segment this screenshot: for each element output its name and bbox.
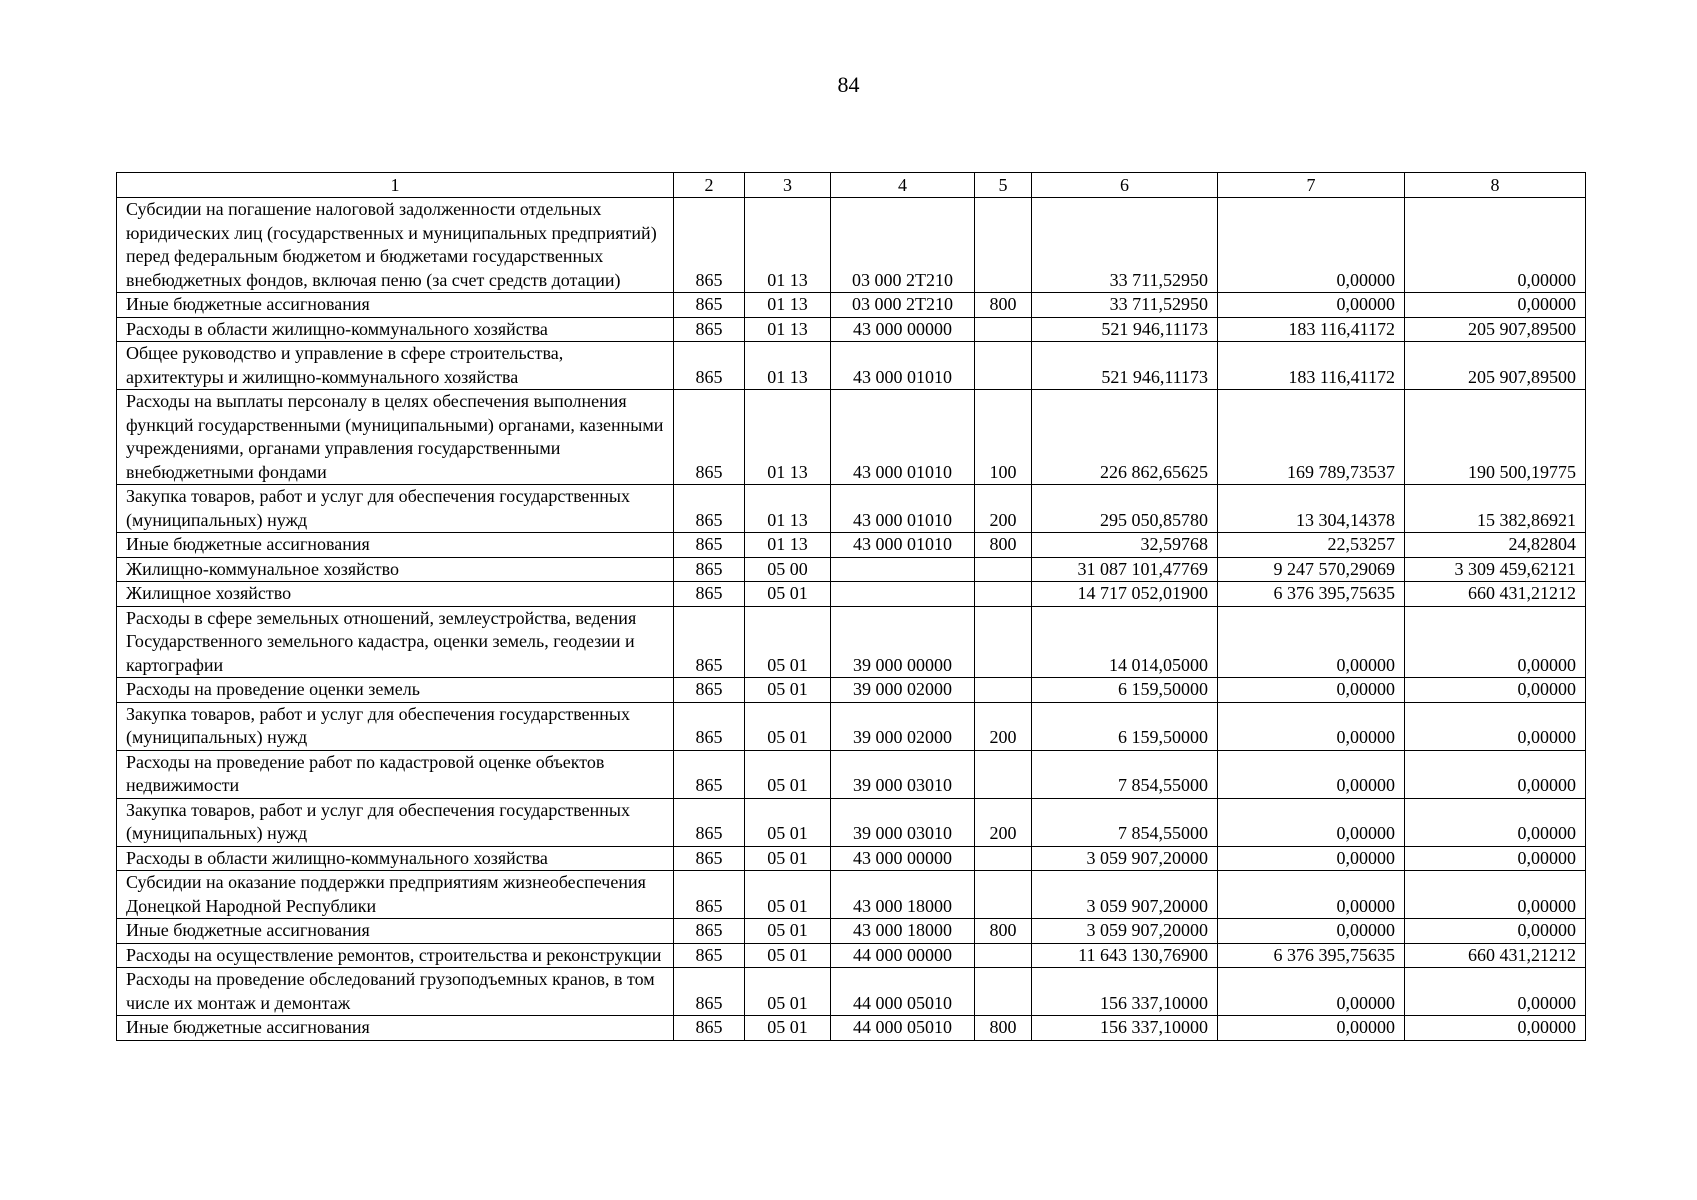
value-col7-cell: 0,00000 <box>1218 846 1405 871</box>
row-name-cell: Иные бюджетные ассигнования <box>117 919 674 944</box>
value-col7-cell: 169 789,73537 <box>1218 390 1405 485</box>
value-col6-cell: 3 059 907,20000 <box>1032 871 1218 919</box>
code-cell: 865 <box>674 342 745 390</box>
table-row <box>117 919 1586 944</box>
value-col8-cell: 0,00000 <box>1405 750 1586 798</box>
expense-type-cell: 200 <box>975 485 1032 533</box>
article-cell: 43 000 18000 <box>831 871 975 919</box>
section-cell: 05 01 <box>745 678 831 703</box>
row-name-cell: Закупка товаров, работ и услуг для обеспечения государственных (муниципальных) нужд <box>117 485 674 533</box>
code-cell: 865 <box>674 317 745 342</box>
value-col6-cell: 3 059 907,20000 <box>1032 919 1218 944</box>
value-col8-cell: 3 309 459,62121 <box>1405 557 1586 582</box>
value-col8-cell: 0,00000 <box>1405 846 1586 871</box>
value-col6-cell: 11 643 130,76900 <box>1032 943 1218 968</box>
value-col8-cell: 0,00000 <box>1405 606 1586 678</box>
code-cell: 865 <box>674 533 745 558</box>
value-col7-cell: 0,00000 <box>1218 702 1405 750</box>
value-col6-cell: 33 711,52950 <box>1032 293 1218 318</box>
row-name-cell: Иные бюджетные ассигнования <box>117 533 674 558</box>
section-cell: 05 01 <box>745 1016 831 1041</box>
header-cell: 3 <box>745 173 831 198</box>
value-col8-cell: 0,00000 <box>1405 798 1586 846</box>
value-col7-cell: 13 304,14378 <box>1218 485 1405 533</box>
table-row <box>117 871 1586 919</box>
table-row <box>117 582 1586 607</box>
expense-type-cell <box>975 582 1032 607</box>
table-row <box>117 702 1586 750</box>
expense-type-cell <box>975 678 1032 703</box>
code-cell: 865 <box>674 485 745 533</box>
value-col8-cell: 15 382,86921 <box>1405 485 1586 533</box>
section-cell: 01 13 <box>745 198 831 293</box>
expense-type-cell <box>975 198 1032 293</box>
section-cell: 01 13 <box>745 293 831 318</box>
code-cell: 865 <box>674 678 745 703</box>
section-cell: 05 01 <box>745 919 831 944</box>
value-col6-cell: 156 337,10000 <box>1032 1016 1218 1041</box>
section-cell: 05 01 <box>745 606 831 678</box>
table-row <box>117 198 1586 293</box>
value-col6-cell: 6 159,50000 <box>1032 678 1218 703</box>
value-col8-cell: 0,00000 <box>1405 919 1586 944</box>
value-col8-cell: 0,00000 <box>1405 871 1586 919</box>
section-cell: 01 13 <box>745 485 831 533</box>
value-col7-cell: 0,00000 <box>1218 606 1405 678</box>
row-name-cell: Общее руководство и управление в сфере строительства, архитектуры и жилищно-коммунального хозяйства <box>117 342 674 390</box>
value-col8-cell: 24,82804 <box>1405 533 1586 558</box>
article-cell: 39 000 03010 <box>831 798 975 846</box>
code-cell: 865 <box>674 702 745 750</box>
article-cell: 03 000 2Т210 <box>831 293 975 318</box>
article-cell <box>831 582 975 607</box>
value-col8-cell: 205 907,89500 <box>1405 342 1586 390</box>
article-cell: 44 000 00000 <box>831 943 975 968</box>
expense-type-cell: 100 <box>975 390 1032 485</box>
article-cell: 43 000 18000 <box>831 919 975 944</box>
table-row <box>117 678 1586 703</box>
code-cell: 865 <box>674 750 745 798</box>
expense-type-cell <box>975 968 1032 1016</box>
value-col7-cell: 0,00000 <box>1218 871 1405 919</box>
row-name-cell: Закупка товаров, работ и услуг для обеспечения государственных (муниципальных) нужд <box>117 702 674 750</box>
table-row <box>117 798 1586 846</box>
section-cell: 05 01 <box>745 846 831 871</box>
value-col7-cell: 0,00000 <box>1218 678 1405 703</box>
value-col7-cell: 183 116,41172 <box>1218 342 1405 390</box>
section-cell: 01 13 <box>745 533 831 558</box>
code-cell: 865 <box>674 943 745 968</box>
table-row <box>117 968 1586 1016</box>
expense-type-cell: 200 <box>975 702 1032 750</box>
value-col8-cell: 0,00000 <box>1405 293 1586 318</box>
expense-type-cell: 800 <box>975 293 1032 318</box>
table-row <box>117 846 1586 871</box>
row-name-cell: Субсидии на оказание поддержки предприятиям жизнеобеспечения Донецкой Народной Республики <box>117 871 674 919</box>
row-name-cell: Жилищное хозяйство <box>117 582 674 607</box>
code-cell: 865 <box>674 293 745 318</box>
article-cell: 43 000 00000 <box>831 846 975 871</box>
section-cell: 05 01 <box>745 702 831 750</box>
value-col7-cell: 0,00000 <box>1218 919 1405 944</box>
code-cell: 865 <box>674 919 745 944</box>
article-cell: 39 000 02000 <box>831 678 975 703</box>
table-row <box>117 533 1586 558</box>
table-row <box>117 943 1586 968</box>
section-cell: 05 01 <box>745 582 831 607</box>
expense-type-cell <box>975 342 1032 390</box>
value-col8-cell: 0,00000 <box>1405 198 1586 293</box>
code-cell: 865 <box>674 871 745 919</box>
section-cell: 01 13 <box>745 390 831 485</box>
header-cell: 6 <box>1032 173 1218 198</box>
value-col8-cell: 0,00000 <box>1405 702 1586 750</box>
value-col8-cell: 205 907,89500 <box>1405 317 1586 342</box>
row-name-cell: Расходы на выплаты персоналу в целях обеспечения выполнения функций государственными (муниципальными) органами, казенными учреждениями, органами управления государственными внебюджетными фондами <box>117 390 674 485</box>
expense-type-cell <box>975 871 1032 919</box>
expense-type-cell: 800 <box>975 919 1032 944</box>
code-cell: 865 <box>674 606 745 678</box>
table-row <box>117 750 1586 798</box>
code-cell: 865 <box>674 1016 745 1041</box>
value-col6-cell: 14 014,05000 <box>1032 606 1218 678</box>
value-col6-cell: 14 717 052,01900 <box>1032 582 1218 607</box>
table-row <box>117 390 1586 485</box>
row-name-cell: Расходы в области жилищно-коммунального хозяйства <box>117 317 674 342</box>
value-col8-cell: 0,00000 <box>1405 968 1586 1016</box>
expense-type-cell <box>975 606 1032 678</box>
row-name-cell: Жилищно-коммунальное хозяйство <box>117 557 674 582</box>
article-cell: 43 000 01010 <box>831 390 975 485</box>
section-cell: 05 01 <box>745 798 831 846</box>
row-name-cell: Расходы в области жилищно-коммунального хозяйства <box>117 846 674 871</box>
row-name-cell: Иные бюджетные ассигнования <box>117 1016 674 1041</box>
article-cell: 44 000 05010 <box>831 1016 975 1041</box>
header-row <box>117 173 1586 198</box>
header-cell: 8 <box>1405 173 1586 198</box>
section-cell: 05 00 <box>745 557 831 582</box>
article-cell: 43 000 01010 <box>831 342 975 390</box>
budget-table <box>116 172 1586 1041</box>
value-col8-cell: 190 500,19775 <box>1405 390 1586 485</box>
code-cell: 865 <box>674 582 745 607</box>
value-col7-cell: 0,00000 <box>1218 198 1405 293</box>
header-cell: 1 <box>117 173 674 198</box>
expense-type-cell <box>975 846 1032 871</box>
value-col8-cell: 0,00000 <box>1405 1016 1586 1041</box>
value-col6-cell: 521 946,11173 <box>1032 342 1218 390</box>
table-row <box>117 557 1586 582</box>
row-name-cell: Расходы на проведение оценки земель <box>117 678 674 703</box>
value-col7-cell: 22,53257 <box>1218 533 1405 558</box>
article-cell <box>831 557 975 582</box>
value-col6-cell: 7 854,55000 <box>1032 750 1218 798</box>
value-col6-cell: 226 862,65625 <box>1032 390 1218 485</box>
expense-type-cell <box>975 750 1032 798</box>
code-cell: 865 <box>674 968 745 1016</box>
article-cell: 39 000 03010 <box>831 750 975 798</box>
section-cell: 01 13 <box>745 342 831 390</box>
header-cell: 4 <box>831 173 975 198</box>
row-name-cell: Иные бюджетные ассигнования <box>117 293 674 318</box>
row-name-cell: Расходы в сфере земельных отношений, землеустройства, ведения Государственного земельного кадастра, оценки земель, геодезии и картографии <box>117 606 674 678</box>
header-cell: 2 <box>674 173 745 198</box>
section-cell: 01 13 <box>745 317 831 342</box>
expense-type-cell: 200 <box>975 798 1032 846</box>
value-col6-cell: 3 059 907,20000 <box>1032 846 1218 871</box>
value-col8-cell: 0,00000 <box>1405 678 1586 703</box>
value-col6-cell: 31 087 101,47769 <box>1032 557 1218 582</box>
code-cell: 865 <box>674 557 745 582</box>
value-col7-cell: 0,00000 <box>1218 1016 1405 1041</box>
value-col6-cell: 295 050,85780 <box>1032 485 1218 533</box>
article-cell: 39 000 02000 <box>831 702 975 750</box>
value-col6-cell: 521 946,11173 <box>1032 317 1218 342</box>
code-cell: 865 <box>674 798 745 846</box>
article-cell: 43 000 01010 <box>831 533 975 558</box>
table-row <box>117 342 1586 390</box>
value-col7-cell: 6 376 395,75635 <box>1218 582 1405 607</box>
row-name-cell: Расходы на осуществление ремонтов, строительства и реконструкции <box>117 943 674 968</box>
code-cell: 865 <box>674 846 745 871</box>
header-cell: 7 <box>1218 173 1405 198</box>
row-name-cell: Субсидии на погашение налоговой задолженности отдельных юридических лиц (государственных и муниципальных предприятий) перед федеральным бюджетом и бюджетами государственных внебюджетных фондов, включая пеню (за счет средств дотации) <box>117 198 674 293</box>
page-number: 84 <box>837 72 860 97</box>
row-name-cell: Закупка товаров, работ и услуг для обеспечения государственных (муниципальных) нужд <box>117 798 674 846</box>
value-col6-cell: 33 711,52950 <box>1032 198 1218 293</box>
table-row <box>117 485 1586 533</box>
value-col8-cell: 660 431,21212 <box>1405 582 1586 607</box>
value-col6-cell: 6 159,50000 <box>1032 702 1218 750</box>
value-col7-cell: 0,00000 <box>1218 293 1405 318</box>
article-cell: 43 000 00000 <box>831 317 975 342</box>
code-cell: 865 <box>674 198 745 293</box>
expense-type-cell <box>975 317 1032 342</box>
section-cell: 05 01 <box>745 750 831 798</box>
value-col7-cell: 6 376 395,75635 <box>1218 943 1405 968</box>
value-col8-cell: 660 431,21212 <box>1405 943 1586 968</box>
value-col7-cell: 0,00000 <box>1218 750 1405 798</box>
row-name-cell: Расходы на проведение обследований грузоподъемных кранов, в том числе их монтаж и демонтаж <box>117 968 674 1016</box>
expense-type-cell: 800 <box>975 1016 1032 1041</box>
expense-type-cell: 800 <box>975 533 1032 558</box>
value-col7-cell: 9 247 570,29069 <box>1218 557 1405 582</box>
value-col7-cell: 0,00000 <box>1218 798 1405 846</box>
value-col6-cell: 32,59768 <box>1032 533 1218 558</box>
expense-type-cell <box>975 557 1032 582</box>
table-row <box>117 1016 1586 1041</box>
table-row <box>117 606 1586 678</box>
table-row <box>117 293 1586 318</box>
code-cell: 865 <box>674 390 745 485</box>
article-cell: 39 000 00000 <box>831 606 975 678</box>
article-cell: 43 000 01010 <box>831 485 975 533</box>
value-col6-cell: 7 854,55000 <box>1032 798 1218 846</box>
value-col7-cell: 0,00000 <box>1218 968 1405 1016</box>
section-cell: 05 01 <box>745 871 831 919</box>
value-col7-cell: 183 116,41172 <box>1218 317 1405 342</box>
section-cell: 05 01 <box>745 968 831 1016</box>
table-body <box>117 198 1586 1041</box>
section-cell: 05 01 <box>745 943 831 968</box>
article-cell: 44 000 05010 <box>831 968 975 1016</box>
article-cell: 03 000 2Т210 <box>831 198 975 293</box>
expense-type-cell <box>975 943 1032 968</box>
row-name-cell: Расходы на проведение работ по кадастровой оценке объектов недвижимости <box>117 750 674 798</box>
header-cell: 5 <box>975 173 1032 198</box>
value-col6-cell: 156 337,10000 <box>1032 968 1218 1016</box>
table-row <box>117 317 1586 342</box>
